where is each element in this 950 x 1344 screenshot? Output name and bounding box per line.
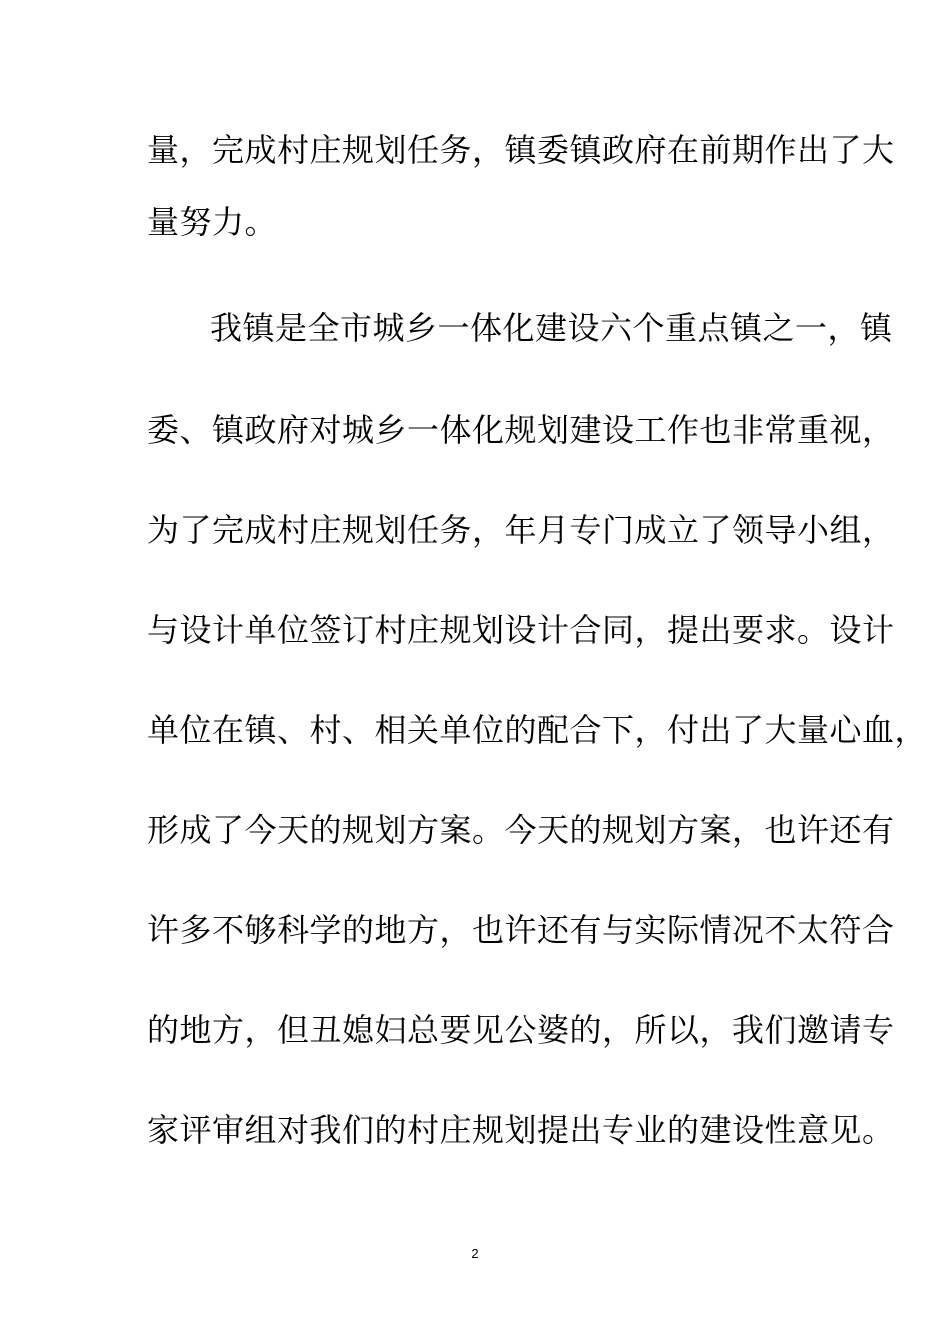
text-line: 委、镇政府对城乡一体化规划建设工作也非常重视， [147,411,895,449]
text-line: 与设计单位签订村庄规划设计合同，提出要求。设计 [147,611,895,649]
paragraph-first-line: 我镇是全市城乡一体化建设六个重点镇之一，镇 [210,309,893,347]
text-line: 量努力。 [147,203,278,241]
text-line: 许多不够科学的地方，也许还有与实际情况不太符合 [147,911,895,949]
page-number: 2 [471,1246,479,1261]
text-line: 为了完成村庄规划任务，年月专门成立了领导小组， [147,511,895,549]
text-line: 单位在镇、村、相关单位的配合下，付出了大量心血， [147,711,928,749]
text-line: 家评审组对我们的村庄规划提出专业的建设性意见。 [147,1111,895,1149]
text-line: 形成了今天的规划方案。今天的规划方案，也许还有 [147,811,895,849]
text-line: 量，完成村庄规划任务，镇委镇政府在前期作出了大 [147,131,895,169]
text-line: 的地方，但丑媳妇总要见公婆的，所以，我们邀请专 [147,1011,895,1049]
